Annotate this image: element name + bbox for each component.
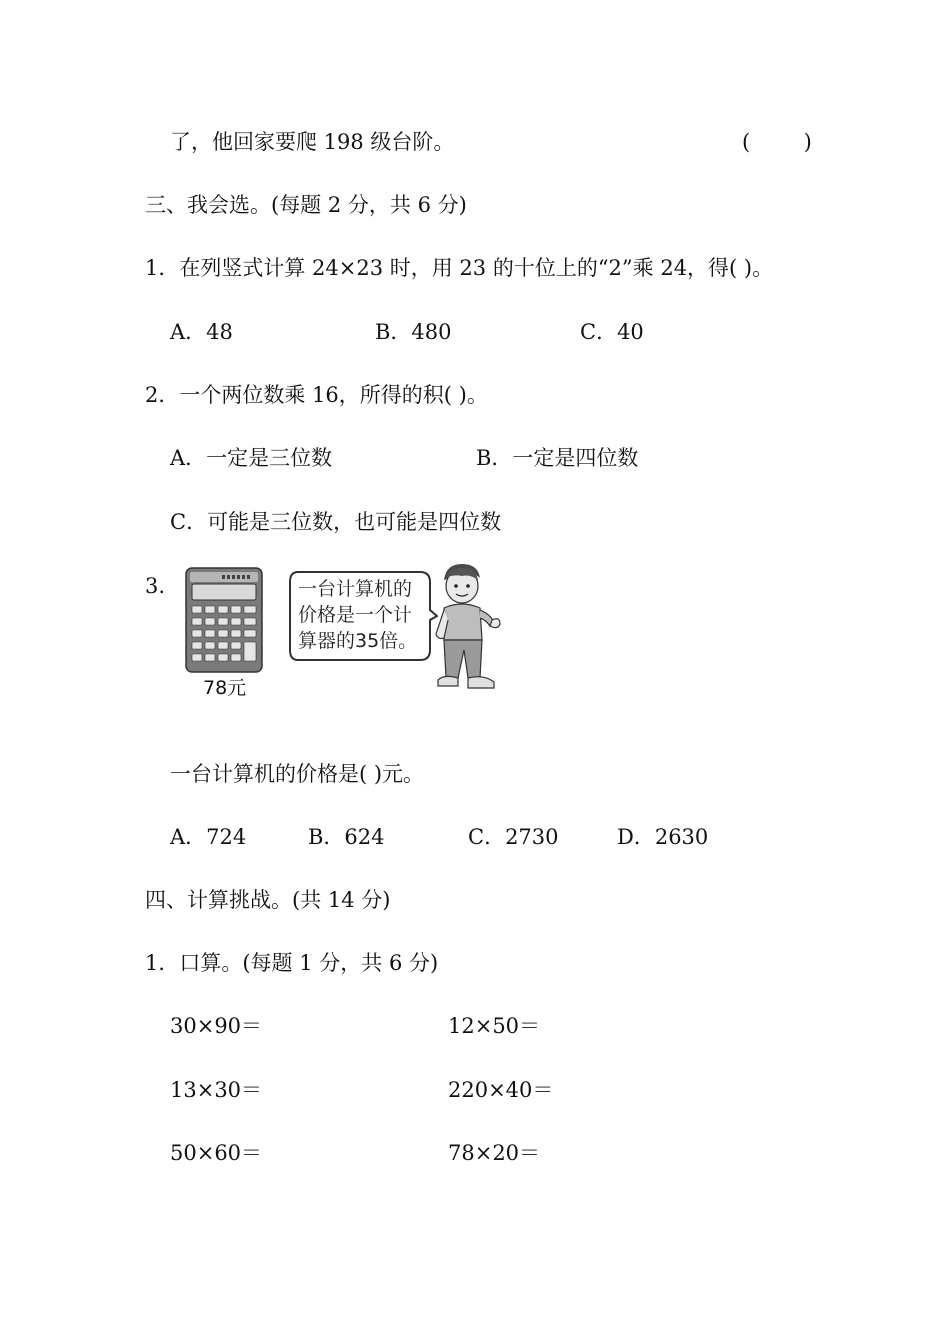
question-3-option-d: D．2630 [617,825,709,849]
boy-illustration [430,560,502,694]
question-3-text: 一台计算机的价格是( )元。 [170,762,425,786]
section-3-heading: 三、我会选。(每题 2 分，共 6 分) [145,193,467,217]
calculator-illustration [184,566,264,676]
question-2-option-c: C．可能是三位数，也可能是四位数 [170,510,502,534]
section-4-sub-1: 1．口算。(每题 1 分，共 6 分) [145,951,439,975]
problem-1: 30×90＝ [170,1014,263,1038]
speech-line-1: 一台计算机的 [298,578,413,600]
question-3-number: 3. [145,574,166,598]
question-1-text: 1．在列竖式计算 24×23 时，用 23 的十位上的“2”乘 24，得( )。 [145,256,774,280]
question-3-option-c: C．2730 [468,825,559,849]
question-1-option-b: B．480 [375,320,452,344]
question-2-option-a: A．一定是三位数 [170,446,333,470]
section-4-heading: 四、计算挑战。(共 14 分) [145,888,391,912]
question-1-option-a: A．48 [170,320,233,344]
problem-4: 220×40＝ [448,1078,554,1102]
speech-line-3: 算器的35倍。 [298,630,418,652]
question-2-option-b: B．一定是四位数 [476,446,639,470]
speech-line-2: 价格是一个计 [298,604,413,626]
question-1-option-c: C．40 [580,320,644,344]
problem-2: 12×50＝ [448,1014,541,1038]
question-3-option-b: B．624 [308,825,385,849]
calculator-price: 78元 [203,677,247,699]
carryover-statement: 了，他回家要爬 198 级台阶。 [170,130,455,154]
question-2-text: 2．一个两位数乘 16，所得的积( )。 [145,383,488,407]
question-3-option-a: A．724 [170,825,247,849]
problem-6: 78×20＝ [448,1141,541,1165]
speech-bubble [288,570,438,662]
answer-paren: ( ) [742,130,812,154]
problem-3: 13×30＝ [170,1078,263,1102]
problem-5: 50×60＝ [170,1141,263,1165]
